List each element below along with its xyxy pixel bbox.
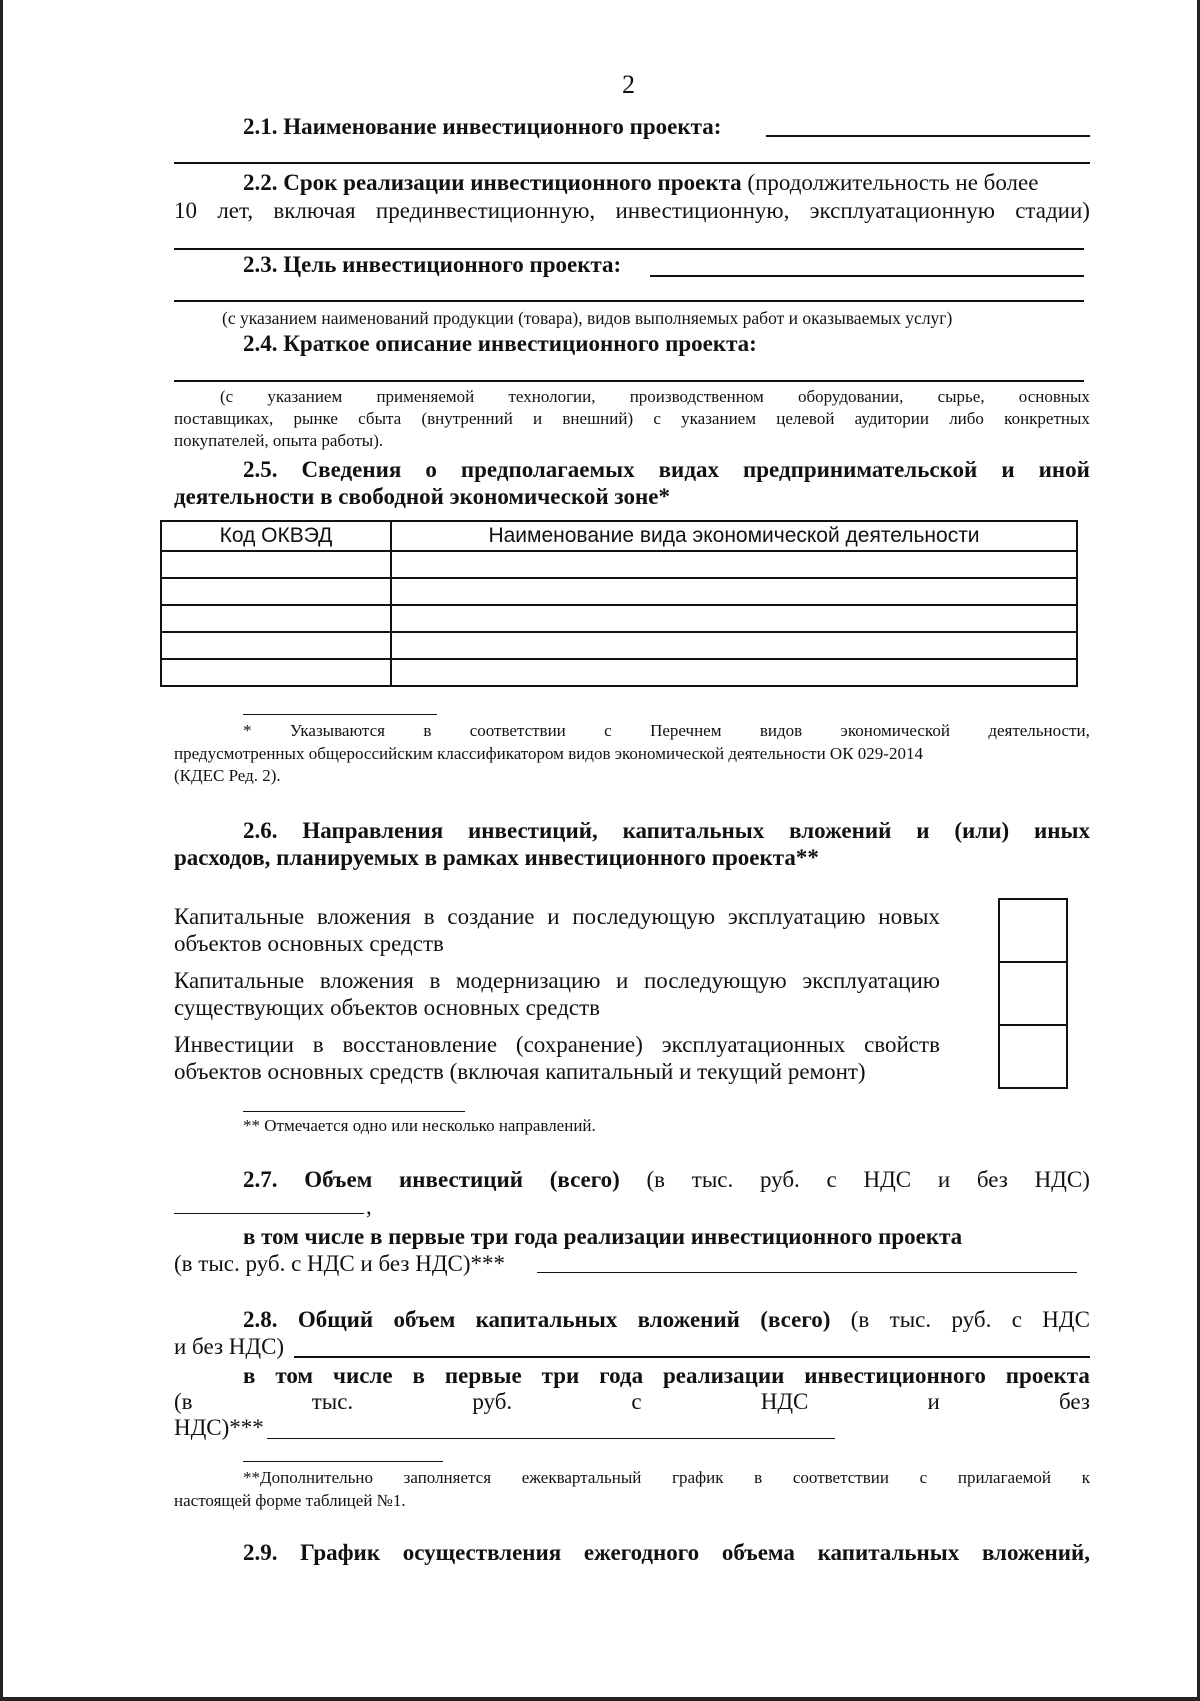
word: экономической bbox=[840, 721, 950, 740]
table-row bbox=[161, 632, 1077, 659]
word: предпринимательской bbox=[743, 457, 978, 482]
okved-table bbox=[160, 520, 1078, 687]
word: 2.7. bbox=[243, 1167, 278, 1192]
word: **Дополнительно bbox=[243, 1468, 373, 1487]
description-field[interactable] bbox=[174, 380, 1084, 382]
word: руб. bbox=[951, 1307, 992, 1332]
word: в bbox=[312, 1032, 324, 1057]
footnote-rule bbox=[243, 1111, 465, 1112]
word: восстановление bbox=[342, 1032, 498, 1057]
section-2-5-footnote-line3: (КДЕС Ред. 2). bbox=[174, 766, 281, 785]
word: первые bbox=[444, 1363, 522, 1388]
section-2-8-footnote-line1 bbox=[243, 1467, 1090, 1488]
word: (в bbox=[646, 1167, 666, 1192]
word: График bbox=[300, 1540, 381, 1565]
word: свойств bbox=[864, 1032, 940, 1057]
word: без bbox=[1058, 1389, 1090, 1414]
section-2-8-line2: и без НДС) bbox=[174, 1334, 285, 1359]
section-2-6-title-line2: расходов, планируемых в рамках инвестиционного проекта** bbox=[174, 845, 819, 870]
word: ежегодного bbox=[583, 1540, 700, 1565]
section-2-7-sub-title: в том числе в первые три года реализации инвестиционного проекта bbox=[243, 1224, 963, 1249]
word: с bbox=[826, 1167, 837, 1192]
word: либо bbox=[949, 409, 984, 428]
word: инвестиций bbox=[399, 1167, 523, 1192]
word: вложений, bbox=[981, 1540, 1090, 1565]
word: видах bbox=[658, 457, 719, 482]
word: эксплуатационных bbox=[661, 1032, 846, 1057]
word: Перечнем bbox=[650, 721, 722, 740]
word: в bbox=[754, 1468, 763, 1487]
direction-option-2-line2: существующих объектов основных средств bbox=[174, 995, 601, 1020]
word: вложений bbox=[637, 1307, 740, 1332]
word: и bbox=[616, 968, 629, 993]
word: (или) bbox=[954, 818, 1010, 843]
direction-option-1-line1 bbox=[174, 904, 940, 930]
word: руб. bbox=[472, 1389, 513, 1414]
word: прилагаемой bbox=[957, 1468, 1052, 1487]
word: и bbox=[533, 409, 543, 428]
capital-investment-first-three-years-field[interactable] bbox=[267, 1438, 835, 1439]
section-2-6-title-line1 bbox=[243, 818, 1090, 844]
goal-field-continued[interactable] bbox=[174, 300, 1084, 302]
word: 2.6. bbox=[243, 818, 278, 843]
direction-option-3-line1 bbox=[174, 1032, 940, 1058]
table-row bbox=[161, 605, 1077, 632]
footnote-rule bbox=[243, 714, 437, 715]
okved-code-cell[interactable] bbox=[161, 632, 391, 659]
section-2-4-title: 2.4. Краткое описание инвестиционного проекта: bbox=[243, 331, 757, 356]
word: новых bbox=[878, 904, 940, 929]
section-2-4-note-line3: покупателей, опыта работы). bbox=[174, 431, 384, 450]
word: в bbox=[423, 904, 435, 929]
section-2-1-title: 2.1. Наименование инвестиционного проекта: bbox=[243, 114, 722, 139]
investment-total-field[interactable] bbox=[174, 1213, 364, 1214]
word: целевой bbox=[776, 409, 835, 428]
word: поставщиках, bbox=[174, 409, 274, 428]
word: с bbox=[604, 721, 612, 740]
word: НДС) bbox=[1034, 1167, 1090, 1192]
word: (с bbox=[220, 387, 234, 406]
word: числе bbox=[333, 1363, 393, 1388]
section-2-6-footnote: ** Отмечается одно или несколько направлений. bbox=[243, 1116, 596, 1135]
word: рынке bbox=[293, 409, 338, 428]
scan-edge-bottom bbox=[0, 1697, 1200, 1701]
okved-activity-header: Наименование вида экономической деятельности bbox=[391, 521, 1077, 551]
word: ежеквартальный bbox=[521, 1468, 642, 1487]
word: оборудовании, bbox=[797, 387, 904, 406]
duration-field[interactable] bbox=[174, 248, 1084, 250]
word: Капитальные bbox=[174, 968, 305, 993]
section-2-3-title: 2.3. Цель инвестиционного проекта: bbox=[243, 252, 622, 277]
word: последующую bbox=[572, 904, 716, 929]
word: объем bbox=[393, 1307, 456, 1332]
section-2-8-footnote-line2: настоящей форме таблицей №1. bbox=[174, 1491, 406, 1510]
section-2-8-line1 bbox=[243, 1307, 1090, 1333]
okved-activity-cell[interactable] bbox=[391, 632, 1077, 659]
word: о bbox=[425, 457, 437, 482]
word: 2.9. bbox=[243, 1540, 278, 1565]
section-2-2-title: 2.2. Срок реализации инвестиционного проекта bbox=[243, 170, 742, 195]
word: Объем bbox=[304, 1167, 373, 1192]
word: технологии, bbox=[508, 387, 596, 406]
word: Указываются bbox=[289, 721, 385, 740]
word: 10 bbox=[174, 198, 197, 223]
direction-option-2-line1 bbox=[174, 968, 940, 994]
word: стадии) bbox=[1015, 198, 1090, 223]
word: эксплуатацию bbox=[727, 904, 866, 929]
section-2-5-title-line1 bbox=[243, 457, 1090, 483]
word: эксплуатационную bbox=[809, 198, 995, 223]
word: и bbox=[916, 818, 930, 843]
word: инвестиционного bbox=[804, 1363, 986, 1388]
word: с bbox=[919, 1468, 928, 1487]
word: график bbox=[672, 1468, 724, 1487]
section-2-4-note-line1 bbox=[220, 386, 1090, 407]
page-number: 2 bbox=[622, 70, 635, 99]
okved-table-header bbox=[161, 521, 1077, 551]
word: (в bbox=[850, 1307, 870, 1332]
okved-code-cell[interactable] bbox=[161, 605, 391, 632]
word: и bbox=[937, 1167, 951, 1192]
word: без bbox=[976, 1167, 1008, 1192]
word: лет, bbox=[217, 198, 254, 223]
word: в bbox=[429, 968, 441, 993]
word: в bbox=[412, 1363, 425, 1388]
word: капитальных bbox=[817, 1540, 960, 1565]
section-2-9-title bbox=[243, 1540, 1090, 1566]
section-2-7-sub-rest: (в тыс. руб. с НДС и без НДС)*** bbox=[174, 1251, 506, 1276]
word: прединвестиционную, bbox=[375, 198, 596, 223]
word: три bbox=[541, 1363, 580, 1388]
word: тыс. bbox=[889, 1307, 932, 1332]
word: последующую bbox=[643, 968, 787, 993]
word: (всего) bbox=[760, 1307, 831, 1332]
word: НДС bbox=[863, 1167, 912, 1192]
word: года bbox=[599, 1363, 644, 1388]
table-row bbox=[161, 551, 1077, 578]
word: (внутренний bbox=[421, 409, 513, 428]
okved-activity-cell[interactable] bbox=[391, 578, 1077, 605]
goal-field[interactable] bbox=[650, 275, 1084, 277]
okved-activity-cell[interactable] bbox=[391, 605, 1077, 632]
section-2-2-line2 bbox=[174, 198, 1090, 224]
word: создание bbox=[447, 904, 535, 929]
table-row bbox=[161, 578, 1077, 605]
word: тыс. bbox=[311, 1389, 354, 1414]
word: вложения bbox=[317, 904, 411, 929]
word: капитальных bbox=[622, 818, 765, 843]
direction-option-2-checkbox[interactable] bbox=[998, 961, 1068, 1026]
word: соответствии bbox=[469, 721, 566, 740]
word: проекта bbox=[1005, 1363, 1090, 1388]
okved-code-cell[interactable] bbox=[161, 578, 391, 605]
word: производственном bbox=[629, 387, 764, 406]
word: аудитории bbox=[854, 409, 929, 428]
word: указанием bbox=[681, 409, 756, 428]
okved-activity-cell[interactable] bbox=[391, 659, 1077, 686]
word: * bbox=[243, 721, 252, 740]
word: Инвестиции bbox=[174, 1032, 294, 1057]
word: сбыта bbox=[358, 409, 402, 428]
section-2-2-rest: (продолжительность не более bbox=[747, 170, 1039, 195]
scan-edge-left bbox=[0, 0, 3, 1701]
section-2-8-sub-line2 bbox=[174, 1389, 1090, 1415]
section-2-5-title-line2: деятельности в свободной экономической зоне* bbox=[174, 484, 670, 509]
word: НДС bbox=[760, 1389, 809, 1414]
word: предполагаемых bbox=[460, 457, 635, 482]
word: объема bbox=[721, 1540, 795, 1565]
okved-activity-cell[interactable] bbox=[391, 551, 1077, 578]
okved-code-cell[interactable] bbox=[161, 551, 391, 578]
word: применяемой bbox=[376, 387, 475, 406]
project-name-field[interactable] bbox=[766, 135, 1090, 137]
word: конкретных bbox=[1004, 409, 1090, 428]
section-2-2-line1 bbox=[243, 170, 1038, 196]
word: реализации bbox=[663, 1363, 785, 1388]
direction-option-1-checkbox[interactable] bbox=[998, 898, 1068, 963]
project-name-field-continued[interactable] bbox=[174, 162, 1090, 164]
section-2-7-line1 bbox=[243, 1167, 1090, 1193]
direction-option-3-checkbox[interactable] bbox=[998, 1024, 1068, 1089]
word: с bbox=[631, 1389, 642, 1414]
word: эксплуатацию bbox=[802, 968, 940, 993]
capital-investment-total-field[interactable] bbox=[294, 1356, 1090, 1358]
section-2-5-footnote-line2: предусмотренных общероссийским классификатором видов экономической деятельности ОК 029-2014 bbox=[174, 744, 923, 763]
word: осуществления bbox=[402, 1540, 562, 1565]
word: к bbox=[1081, 1468, 1090, 1487]
word: (всего) bbox=[549, 1167, 620, 1192]
word: внешний) bbox=[562, 409, 634, 428]
word: инвестиционную, bbox=[615, 198, 790, 223]
word: соответствии bbox=[792, 1468, 889, 1487]
direction-option-3-line2: объектов основных средств (включая капитальный и текущий ремонт) bbox=[174, 1059, 866, 1084]
investment-total-comma: , bbox=[366, 1194, 372, 1219]
section-2-8-sub-line1 bbox=[243, 1363, 1090, 1389]
word: Общий bbox=[297, 1307, 374, 1332]
word: 2.8. bbox=[243, 1307, 278, 1332]
table-row bbox=[161, 659, 1077, 686]
word: включая bbox=[273, 198, 356, 223]
okved-code-header: Код ОКВЭД bbox=[161, 521, 391, 551]
word: руб. bbox=[759, 1167, 800, 1192]
word: с bbox=[1011, 1307, 1022, 1332]
word: видов bbox=[759, 721, 803, 740]
word: указанием bbox=[267, 387, 343, 406]
word: НДС bbox=[1042, 1307, 1090, 1332]
word: иных bbox=[1033, 818, 1090, 843]
section-2-4-note-line2 bbox=[174, 408, 1090, 429]
section-2-8-sub-line3: НДС)*** bbox=[174, 1415, 264, 1440]
word: 2.5. bbox=[243, 457, 278, 482]
investment-first-three-years-field[interactable] bbox=[537, 1272, 1077, 1273]
word: капитальных bbox=[475, 1307, 618, 1332]
word: Направления bbox=[302, 818, 444, 843]
word: модернизацию bbox=[455, 968, 601, 993]
word: вложения bbox=[319, 968, 414, 993]
okved-code-cell[interactable] bbox=[161, 659, 391, 686]
word: тыс. bbox=[691, 1167, 734, 1192]
word: вложений bbox=[789, 818, 892, 843]
word: (в bbox=[174, 1389, 193, 1414]
direction-option-1-line2: объектов основных средств bbox=[174, 931, 444, 956]
word: деятельности, bbox=[988, 721, 1090, 740]
word: в bbox=[243, 1363, 256, 1388]
word: в bbox=[423, 721, 432, 740]
footnote-rule bbox=[243, 1461, 443, 1462]
word: сырье, bbox=[937, 387, 985, 406]
word: и bbox=[547, 904, 560, 929]
word: инвестиций, bbox=[468, 818, 598, 843]
word: основных bbox=[1018, 387, 1090, 406]
word: Капитальные bbox=[174, 904, 305, 929]
word: с bbox=[653, 409, 661, 428]
word: том bbox=[275, 1363, 314, 1388]
word: (сохранение) bbox=[515, 1032, 643, 1057]
section-2-5-footnote-line1 bbox=[243, 720, 1090, 741]
word: и bbox=[1001, 457, 1015, 482]
word: иной bbox=[1038, 457, 1090, 482]
word: и bbox=[927, 1389, 940, 1414]
word: Сведения bbox=[301, 457, 402, 482]
section-2-3-note: (с указанием наименований продукции (товара), видов выполняемых работ и оказываемых услуг) bbox=[222, 308, 953, 328]
word: заполняется bbox=[403, 1468, 492, 1487]
